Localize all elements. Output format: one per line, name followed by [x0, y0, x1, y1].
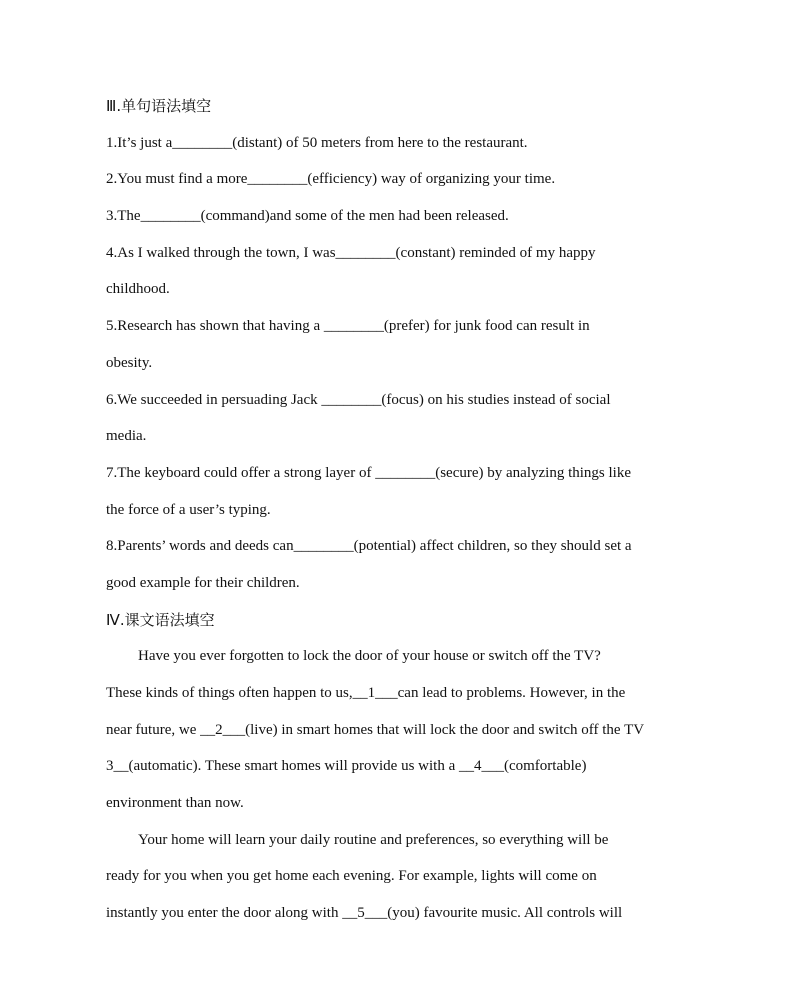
passage-line: ready for you when you get home each evening. For example, lights will come on — [106, 868, 597, 885]
exercise-item-6-continued: media. — [106, 428, 147, 445]
exercise-item-2: 2.You must find a more________(efficiency) way of organizing your time. — [106, 171, 556, 188]
exercise-item-8-continued: good example for their children. — [106, 574, 300, 591]
passage-line: 3__(automatic). These smart homes will provide us with a __4___(comfortable) — [106, 758, 587, 775]
exercise-item-4-continued: childhood. — [106, 281, 170, 298]
passage-line: Have you ever forgotten to lock the door of your house or switch off the TV? — [138, 648, 601, 665]
exercise-item-6: 6.We succeeded in persuading Jack ________(focus) on his studies instead of social — [106, 391, 611, 408]
exercise-item-4: 4.As I walked through the town, I was________(constant) reminded of my happy — [106, 244, 596, 261]
section-title-text-grammar-fill: Ⅳ.课文语法填空 — [106, 610, 215, 629]
exercise-item-7: 7.The keyboard could offer a strong layer of ________(secure) by analyzing things like — [106, 464, 631, 481]
passage-line: environment than now. — [106, 795, 244, 812]
exercise-item-3: 3.The________(command)and some of the men had been released. — [106, 208, 509, 225]
section-title-grammar-fill: Ⅲ.单句语法填空 — [106, 97, 212, 115]
passage-line: Your home will learn your daily routine and preferences, so everything will be — [138, 831, 609, 848]
exercise-item-1: 1.It’s just a________(distant) of 50 meters from here to the restaurant. — [106, 134, 528, 151]
exercise-item-5-continued: obesity. — [106, 354, 153, 371]
passage-line: near future, we __2___(live) in smart homes that will lock the door and switch off the TV — [106, 721, 645, 738]
passage-line: instantly you enter the door along with __5___(you) favourite music. All controls will — [106, 905, 623, 922]
exercise-item-5: 5.Research has shown that having a ________(prefer) for junk food can result in — [106, 318, 590, 335]
exercise-item-8: 8.Parents’ words and deeds can________(potential) affect children, so they should set a — [106, 538, 632, 555]
exercise-item-7-continued: the force of a user’s typing. — [106, 501, 271, 518]
exercise-sheet — [106, 88, 696, 932]
passage-line: These kinds of things often happen to us,__1___can lead to problems. However, in the — [106, 685, 626, 701]
